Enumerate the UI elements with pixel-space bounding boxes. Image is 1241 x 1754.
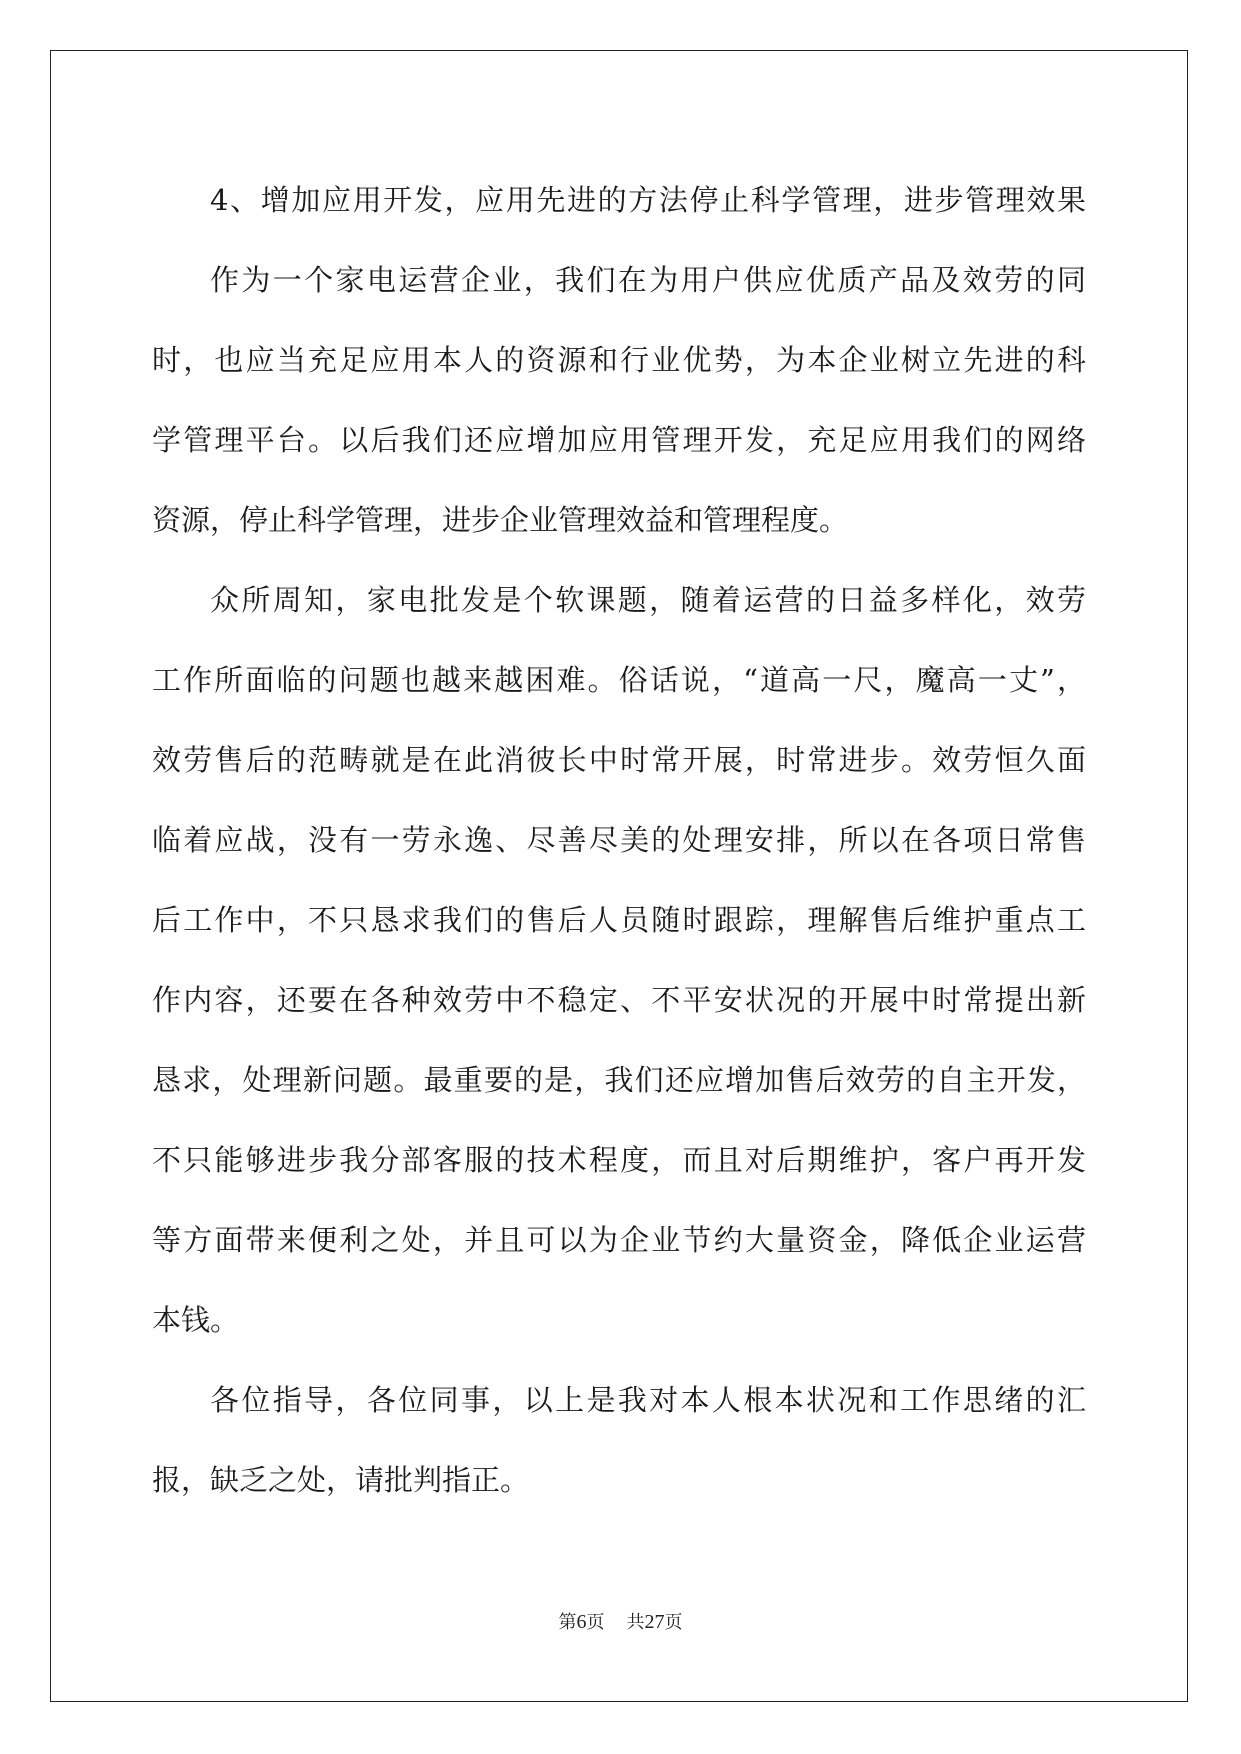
text-line: 资源，停止科学管理，进步企业管理效益和管理程度。 bbox=[152, 503, 849, 537]
text-line: 报，缺乏之处，请批判指正。 bbox=[152, 1463, 530, 1497]
text-line: 众所周知，家电批发是个软课题，随着运营的日益多样化，效劳 bbox=[210, 583, 1086, 617]
text-line: 4、增加应用开发，应用先进的方法停止科学管理，进步管理效果 bbox=[210, 183, 1086, 217]
page-footer bbox=[0, 1608, 1241, 1634]
text-line: 效劳售后的范畴就是在此消彼长中时常开展，时常进步。效劳恒久面 bbox=[152, 743, 1086, 777]
text-line: 学管理平台。以后我们还应增加应用管理开发，充足应用我们的网络 bbox=[152, 423, 1086, 457]
text-line: 作为一个家电运营企业，我们在为用户供应优质产品及效劳的同 bbox=[210, 263, 1086, 297]
text-line: 等方面带来便利之处，并且可以为企业节约大量资金，降低企业运营 bbox=[152, 1223, 1086, 1257]
page-total: 27 bbox=[644, 1611, 665, 1633]
page-prefix: 第 bbox=[558, 1612, 577, 1633]
text-line: 临着应战，没有一劳永逸、尽善尽美的处理安排，所以在各项日常售 bbox=[152, 823, 1086, 857]
text-line: 不只能够进步我分部客服的技术程度，而且对后期维护，客户再开发 bbox=[152, 1143, 1086, 1177]
document-body bbox=[152, 160, 1086, 1520]
total-prefix: 共 bbox=[626, 1612, 645, 1633]
page-current: 6 bbox=[576, 1611, 587, 1633]
text-line: 后工作中，不只恳求我们的售后人员随时跟踪，理解售后维护重点工 bbox=[152, 903, 1086, 937]
page-suffix: 页 bbox=[586, 1612, 605, 1633]
text-line: 恳求，处理新问题。最重要的是，我们还应增加售后效劳的自主开发， bbox=[152, 1063, 1086, 1097]
text-line: 时，也应当充足应用本人的资源和行业优势，为本企业树立先进的科 bbox=[152, 343, 1086, 377]
text-line: 作内容，还要在各种效劳中不稳定、不平安状况的开展中时常提出新 bbox=[152, 983, 1086, 1017]
text-line: 各位指导，各位同事，以上是我对本人根本状况和工作思绪的汇 bbox=[210, 1383, 1086, 1417]
text-line: 工作所面临的问题也越来越困难。俗话说，“道高一尺，魔高一丈”， bbox=[152, 663, 1086, 697]
total-suffix: 页 bbox=[664, 1612, 683, 1633]
text-line: 本钱。 bbox=[152, 1303, 240, 1337]
